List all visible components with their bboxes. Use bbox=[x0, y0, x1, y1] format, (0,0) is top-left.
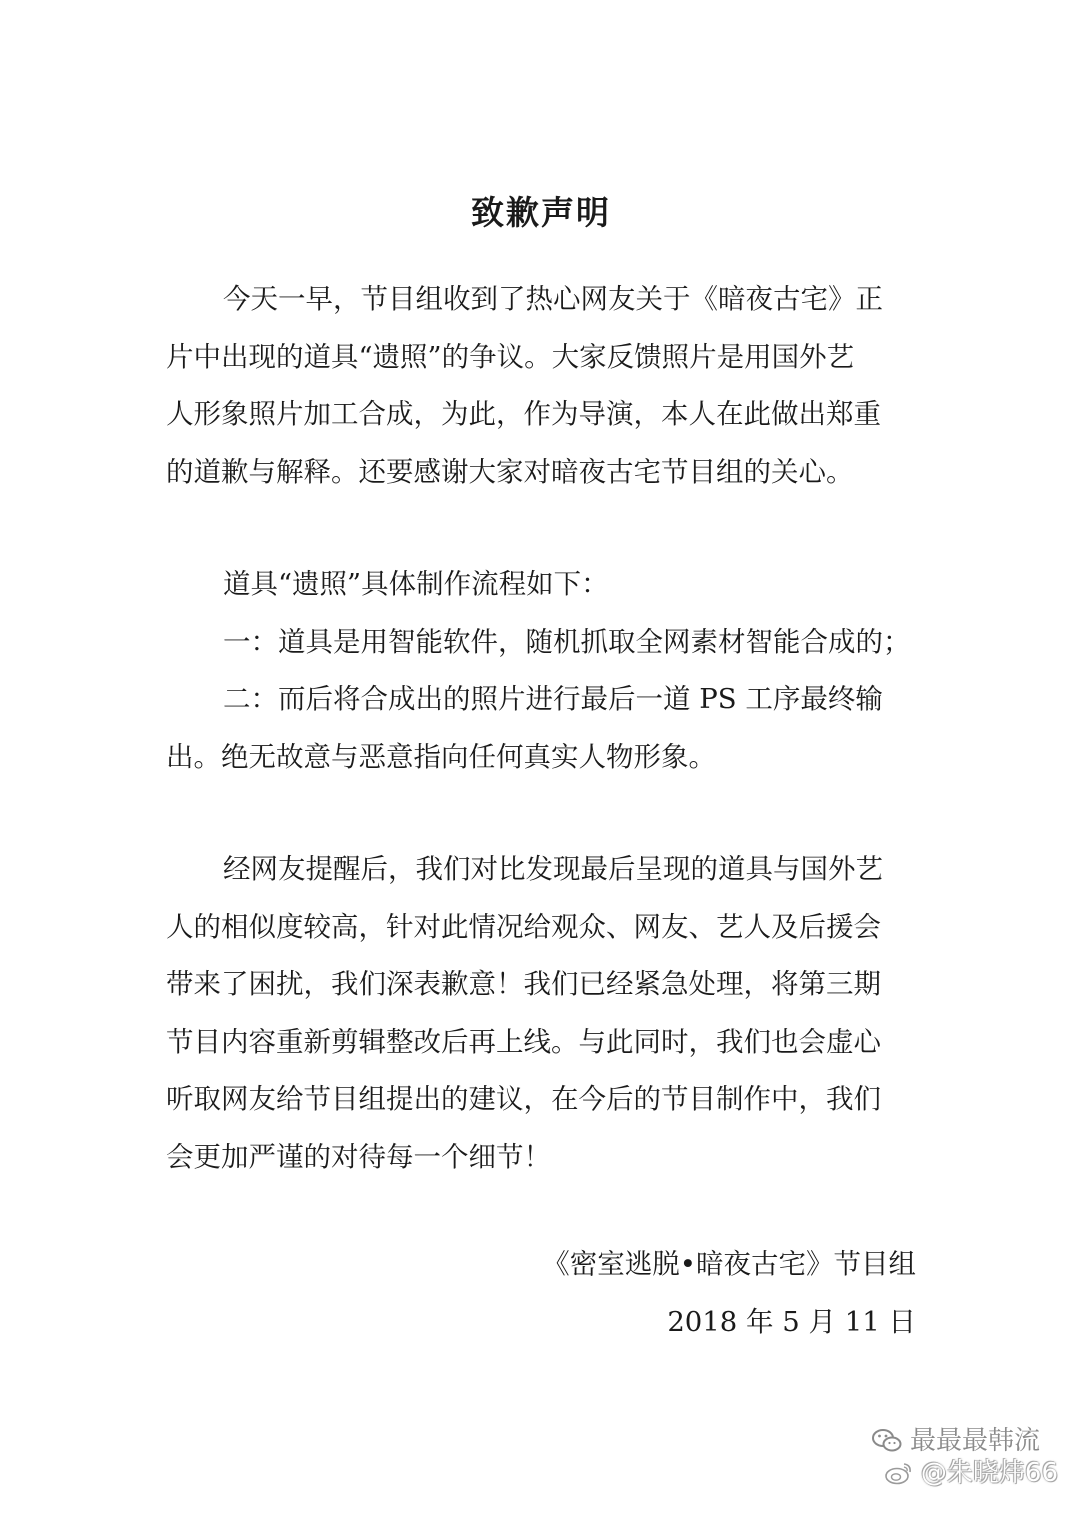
wechat-account-name: 最最最韩流 bbox=[909, 1426, 1040, 1456]
paragraph-line: 会更加严谨的对待每一个细节！ bbox=[166, 1140, 551, 1173]
paragraph-line: 今天一早，节目组收到了热心网友关于《暗夜古宅》正 bbox=[223, 283, 883, 315]
paragraph-line: 道具“遗照”具体制作流程如下： bbox=[223, 568, 609, 600]
paragraph-response bbox=[166, 841, 916, 1186]
signature-organization: 《密室逃脱•暗夜古宅》节目组 bbox=[542, 1248, 916, 1280]
paragraph-line: 片中出现的道具“遗照”的争议。大家反馈照片是用国外艺 bbox=[166, 340, 855, 373]
weibo-icon bbox=[885, 1461, 913, 1485]
paragraph-line: 二：而后将合成出的照片进行最后一道 PS 工序最终输 bbox=[223, 683, 883, 715]
wechat-watermark bbox=[872, 1425, 1040, 1457]
paragraph-line: 经网友提醒后，我们对比发现最后呈现的道具与国外艺 bbox=[223, 853, 883, 885]
paragraph-line: 的道歉与解释。还要感谢大家对暗夜古宅节目组的关心。 bbox=[166, 455, 854, 488]
paragraph-process bbox=[166, 556, 916, 786]
weibo-handle: @朱晓炜66 bbox=[920, 1458, 1058, 1488]
weibo-watermark bbox=[885, 1457, 1058, 1489]
signature-date: 2018 年 5 月 11 日 bbox=[667, 1306, 916, 1338]
paragraph-line: 听取网友给节目组提出的建议，在今后的节目制作中，我们 bbox=[166, 1083, 881, 1115]
paragraph-line: 出。绝无故意与恶意指向任何真实人物形象。 bbox=[166, 740, 716, 773]
paragraph-line: 人形象照片加工合成，为此，作为导演，本人在此做出郑重 bbox=[166, 398, 881, 430]
document-title: 致歉声明 bbox=[471, 193, 611, 232]
paragraph-apology bbox=[166, 271, 916, 501]
paragraph-line: 节目内容重新剪辑整改后再上线。与此同时，我们也会虚心 bbox=[166, 1025, 881, 1058]
wechat-icon bbox=[872, 1428, 902, 1454]
paragraph-line: 带来了困扰，我们深表歉意！我们已经紧急处理，将第三期 bbox=[166, 968, 881, 1000]
paragraph-line: 人的相似度较高，针对此情况给观众、网友、艺人及后援会 bbox=[166, 910, 881, 943]
paragraph-line: 一：道具是用智能软件，随机抓取全网素材智能合成的； bbox=[223, 625, 911, 658]
